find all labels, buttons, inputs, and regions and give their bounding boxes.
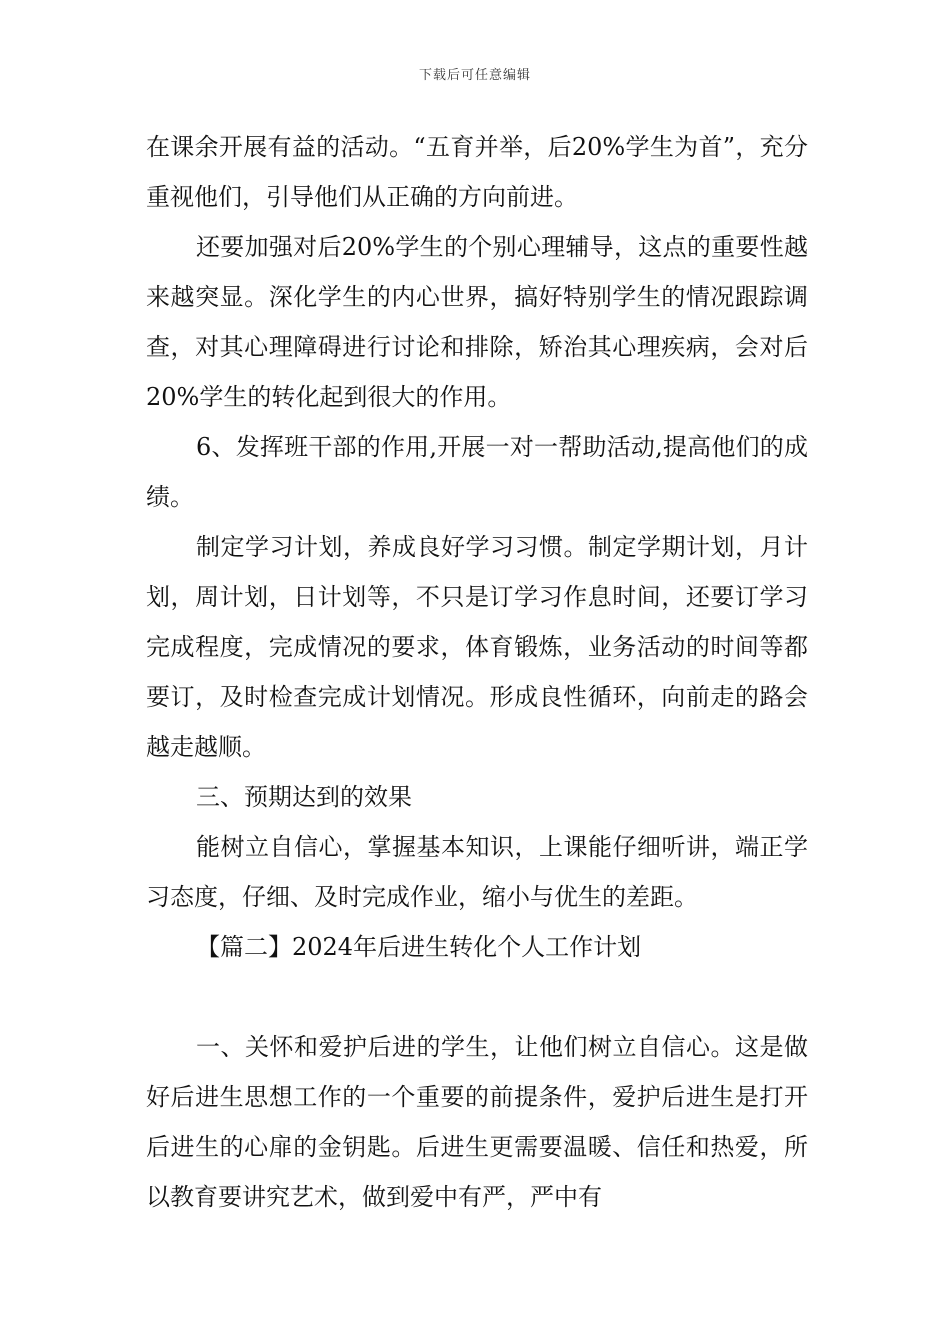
paragraph-psych-counseling: 还要加强对后20%学生的个别心理辅导，这点的重要性越来越突显。深化学生的内心世界，搞好特别学生的情况跟踪调查，对其心理障碍进行讨论和排除，矫治其心理疾病，会对后20%学生的转化起到很大的作用。 xyxy=(146,233,808,411)
paragraph-expected-results: 能树立自信心，掌握基本知识，上课能仔细听讲，端正学习态度，仔细、及时完成作业，缩小与优生的差距。 xyxy=(146,833,808,911)
blank-line xyxy=(146,972,808,1022)
section-title-part-two: 【篇二】2024年后进生转化个人工作计划 xyxy=(196,933,642,961)
page-header: 下载后可任意编辑 xyxy=(418,68,531,83)
document-body xyxy=(146,122,808,1222)
paragraph-continuation: 在课余开展有益的活动。“五育并举，后20%学生为首”，充分重视他们，引导他们从正确的方向前进。 xyxy=(146,133,808,211)
paragraph-care-for-students: 一、关怀和爱护后进的学生，让他们树立自信心。这是做好后进生思想工作的一个重要的前提条件，爱护后进生是打开后进生的心扉的金钥匙。后进生更需要温暖、信任和热爱，所以教育要讲究艺术，做到爱中有严，严中有 xyxy=(146,1033,808,1211)
paragraph-item-6-heading: 6、发挥班干部的作用,开展一对一帮助活动,提高他们的成绩。 xyxy=(146,433,808,511)
section-heading-expected-results: 三、预期达到的效果 xyxy=(196,783,412,811)
paragraph-study-plan: 制定学习计划，养成良好学习习惯。制定学期计划，月计划，周计划，日计划等，不只是订学习作息时间，还要订学习完成程度，完成情况的要求，体育锻炼，业务活动的时间等都要订，及时检查完成计划情况。形成良性循环，向前走的路会越走越顺。 xyxy=(146,533,808,761)
